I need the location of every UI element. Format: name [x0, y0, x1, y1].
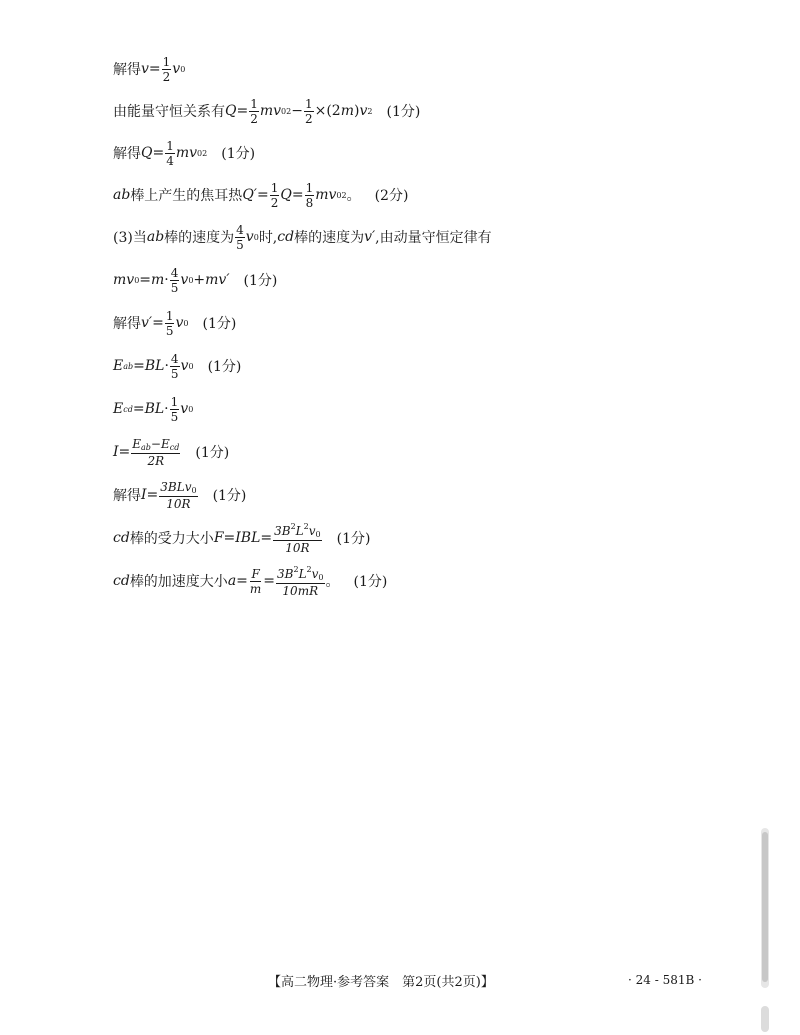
- symbol: v′: [141, 315, 153, 331]
- subscript: 0: [188, 275, 194, 285]
- symbol: mv: [259, 103, 282, 119]
- operator: =: [152, 145, 165, 161]
- superscript: 2: [341, 190, 347, 200]
- score-note: (1分): [386, 104, 421, 120]
- symbol: IBL: [235, 530, 261, 546]
- subscript: 0: [336, 190, 342, 200]
- numerator: [276, 566, 324, 584]
- symbol: I: [113, 444, 119, 460]
- operator: −: [291, 103, 303, 119]
- operator: ·: [164, 272, 169, 288]
- score-note: (1分): [207, 359, 242, 375]
- fraction: [249, 568, 262, 595]
- symbol: L: [298, 566, 307, 581]
- symbol: Q: [141, 145, 153, 161]
- solution-line-12: [113, 521, 370, 555]
- subscript: 0: [191, 485, 197, 495]
- symbol: Q: [225, 103, 237, 119]
- symbol: BL: [144, 401, 165, 417]
- subscript: 0: [315, 529, 321, 539]
- operator: +: [193, 272, 206, 288]
- symbol: m: [340, 103, 354, 119]
- symbol: ab: [146, 229, 165, 245]
- text: 解得: [113, 316, 141, 332]
- text: 由能量守恒关系有: [113, 104, 225, 120]
- superscript: 2: [202, 148, 208, 158]
- numerator: F: [251, 566, 260, 581]
- numerator: 1: [162, 54, 171, 69]
- subscript: 0: [188, 361, 194, 371]
- operator: =: [146, 487, 159, 503]
- solution-line-4: [113, 178, 408, 212]
- score-note: (2分): [374, 188, 409, 204]
- subscript: ab: [123, 361, 134, 371]
- fraction: [170, 353, 180, 380]
- fraction: [170, 396, 180, 423]
- score-note: (1分): [353, 574, 388, 590]
- solution-line-5: [113, 220, 492, 254]
- superscript: 2: [367, 106, 373, 116]
- solution-line-8: [113, 349, 241, 383]
- numerator: 1: [166, 138, 174, 153]
- fraction: [162, 56, 172, 83]
- fraction: [304, 98, 314, 125]
- symbol: v: [180, 401, 189, 417]
- operator: =: [152, 315, 164, 331]
- subscript: cd: [123, 404, 133, 414]
- symbol: cd: [277, 229, 295, 245]
- operator: =: [132, 401, 145, 417]
- solution-line-11: [113, 478, 246, 512]
- score-note: (1分): [212, 488, 247, 504]
- numerator: 1: [170, 394, 179, 409]
- symbol: cd: [113, 573, 130, 589]
- denominator: 5: [236, 237, 244, 252]
- symbol: E: [113, 358, 124, 374]
- operator: =: [139, 272, 152, 288]
- denominator: 5: [170, 280, 179, 295]
- subscript: 0: [318, 572, 324, 582]
- symbol: Q: [280, 187, 292, 203]
- numerator: 1: [270, 180, 279, 195]
- scrollbar-thumb[interactable]: [762, 832, 768, 982]
- operator: =: [118, 444, 131, 460]
- numerator: [159, 481, 197, 497]
- text: 解得: [113, 146, 141, 162]
- denominator: 2: [270, 195, 279, 210]
- superscript: 2: [286, 106, 292, 116]
- scrollbar-lower[interactable]: [761, 1006, 769, 1032]
- subscript: 0: [281, 106, 287, 116]
- text: 。: [325, 574, 340, 590]
- denominator: 2: [250, 111, 258, 126]
- score-note: (1分): [195, 445, 230, 461]
- symbol: mv′: [205, 272, 230, 288]
- symbol: v: [359, 103, 368, 119]
- symbol: m: [151, 272, 165, 288]
- operator: =: [133, 358, 145, 374]
- text: 解得: [113, 62, 141, 78]
- superscript: 2: [303, 521, 309, 531]
- subscript: 0: [253, 232, 259, 242]
- operator: =: [260, 530, 273, 546]
- text: 棒的速度为: [164, 230, 235, 246]
- fraction: [273, 523, 321, 554]
- symbol: v′: [364, 229, 376, 245]
- superscript: 2: [293, 564, 299, 574]
- operator: =: [291, 187, 304, 203]
- numerator: 1: [165, 308, 174, 323]
- symbol: E: [160, 436, 170, 451]
- subscript: 0: [188, 404, 194, 414]
- operator: ): [354, 103, 360, 119]
- fraction: [249, 98, 259, 125]
- symbol: v: [180, 358, 189, 374]
- denominator: 5: [165, 323, 174, 338]
- score-note: (1分): [336, 531, 371, 547]
- solution-line-9: [113, 392, 193, 426]
- numerator: 1: [304, 96, 313, 111]
- score-note: (1分): [243, 273, 278, 289]
- symbol: mv: [113, 272, 135, 288]
- subscript: ab: [141, 442, 151, 452]
- operator: =: [256, 187, 269, 203]
- symbol: v: [141, 61, 149, 77]
- symbol: 3BLv: [160, 479, 192, 494]
- subscript: cd: [169, 442, 180, 452]
- superscript: 2: [306, 564, 312, 574]
- operator: ·: [164, 358, 169, 374]
- symbol: E: [113, 401, 124, 417]
- subscript: 0: [180, 64, 186, 74]
- denominator: 5: [170, 366, 179, 381]
- symbol: 3B: [277, 566, 294, 581]
- subscript: 0: [134, 275, 140, 285]
- text: 棒的加速度大小: [129, 574, 228, 590]
- symbol: v: [175, 315, 184, 331]
- denominator: 10R: [285, 540, 310, 555]
- text: 解得: [113, 488, 141, 504]
- solution-line-3: [113, 136, 255, 170]
- symbol: cd: [113, 530, 130, 546]
- text: 棒的受力大小: [129, 531, 214, 547]
- numerator: 1: [250, 96, 258, 111]
- fraction: [235, 224, 245, 251]
- subscript: 0: [197, 148, 203, 158]
- operator: =: [223, 530, 236, 546]
- symbol: BL: [144, 358, 165, 374]
- symbol: Q′: [242, 187, 257, 203]
- symbol: v: [172, 61, 181, 77]
- denominator: 10R: [166, 496, 191, 511]
- denominator: 5: [170, 409, 179, 424]
- numerator: 4: [170, 265, 179, 280]
- symbol: 3B: [274, 523, 291, 538]
- solution-line-10: [113, 435, 229, 469]
- symbol: F: [213, 530, 224, 546]
- symbol: v: [308, 523, 316, 538]
- fraction: [276, 566, 324, 597]
- fraction: [165, 310, 175, 337]
- symbol: E: [132, 436, 142, 451]
- numerator: [131, 438, 180, 454]
- numerator: [273, 523, 321, 541]
- numerator: 1: [305, 180, 314, 195]
- solution-line-1: [113, 52, 185, 86]
- fraction: [270, 182, 280, 209]
- symbol: mv: [175, 145, 198, 161]
- fraction: [305, 182, 315, 209]
- operator: =: [148, 61, 161, 77]
- symbol: a: [227, 573, 237, 589]
- symbol: L: [295, 523, 304, 538]
- score-note: (1分): [202, 316, 237, 332]
- operator: ×(2: [314, 103, 341, 119]
- fraction: [170, 267, 180, 294]
- operator: =: [236, 103, 249, 119]
- symbol: v: [245, 229, 254, 245]
- document-code: · 24 - 581B ·: [628, 973, 702, 987]
- operator: =: [236, 573, 248, 589]
- operator: =: [263, 573, 276, 589]
- text: 棒上产生的焦耳热: [130, 188, 243, 204]
- fraction: [159, 481, 197, 510]
- denominator: 4: [166, 153, 174, 168]
- score-note: (1分): [221, 146, 256, 162]
- symbol: mv: [315, 187, 337, 203]
- subscript: 0: [183, 318, 189, 328]
- numerator: 4: [236, 222, 244, 237]
- operator: ·: [164, 401, 169, 417]
- solution-line-2: [113, 94, 420, 128]
- denominator: 8: [305, 195, 314, 210]
- text: 时,: [258, 230, 278, 246]
- symbol: v: [180, 272, 189, 288]
- superscript: 2: [290, 521, 296, 531]
- fraction: [165, 140, 175, 167]
- text: ,由动量守恒定律有: [375, 230, 492, 246]
- page-footer-title: 【高二物理·参考答案 第2页(共2页)】: [268, 974, 494, 990]
- denominator: 2: [304, 111, 313, 126]
- denominator: 2R: [147, 453, 165, 468]
- fraction: [131, 438, 180, 467]
- symbol: v: [311, 566, 319, 581]
- denominator: 2: [162, 69, 171, 84]
- denominator: 10mR: [282, 583, 319, 598]
- text: 。: [346, 188, 361, 204]
- text: (3)当: [113, 230, 147, 246]
- symbol: I: [141, 487, 147, 503]
- operator: −: [150, 436, 161, 451]
- numerator: 4: [170, 351, 179, 366]
- solution-line-6: [113, 263, 277, 297]
- denominator: m: [249, 581, 262, 596]
- symbol: ab: [113, 187, 131, 203]
- text: 棒的速度为: [294, 230, 365, 246]
- solution-line-7: [113, 306, 236, 340]
- solution-line-13: [113, 564, 387, 598]
